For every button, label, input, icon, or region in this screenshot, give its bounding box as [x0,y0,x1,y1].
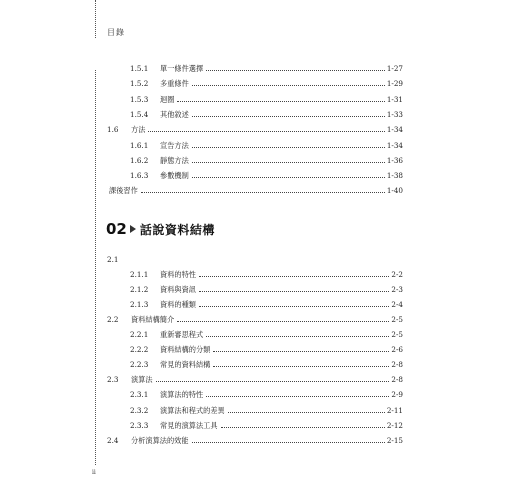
toc-entry-title: 資料的特性 [160,270,196,280]
toc-entry-number: 2.3.2 [130,405,149,415]
toc-entry-title: 課後習作 [109,186,138,196]
toc-entry [130,360,403,370]
toc-entry-title: 資料與資訊 [160,285,196,295]
toc-entry [130,345,403,355]
toc-entry-number: 1.5.3 [130,94,149,104]
toc-entry-number: 2.2.1 [130,330,149,340]
toc-entry-page: 2-3 [391,285,403,295]
toc-entry-page: 1-38 [386,171,403,181]
toc-entry-number: 1.6 [107,125,119,135]
toc-entry-page: 2-5 [391,315,403,325]
toc-leader-dots [206,396,389,397]
toc-entry-page: 2-4 [391,300,403,310]
triangle-icon [130,225,136,233]
toc-entry-title: 宣告方法 [160,140,189,150]
toc-leader-dots [192,116,385,117]
toc-entry-page: 1-36 [386,155,403,165]
toc-leader-dots [192,147,385,148]
toc-leader-dots [228,412,385,413]
toc-entry-page: 1-33 [386,109,403,119]
toc-entry-page: 2-9 [391,390,403,400]
toc-entry-title: 演算法和程式的差異 [160,405,225,415]
toc-entry [107,375,403,385]
toc-entry-title: 演算法 [131,375,153,385]
toc-entry-number: 1.5.4 [130,109,149,119]
toc-entry-title: 資料的種類 [160,300,196,310]
toc-entry [130,110,403,120]
toc-entry-number: 2.1.2 [130,285,149,295]
toc-entry-title: 重新審思程式 [160,330,204,340]
toc-entry-title: 迴圈 [160,94,175,104]
toc-leader-dots [206,336,389,337]
toc-entry-page: 2-15 [386,435,403,445]
toc-entry-page: 2-6 [391,345,403,355]
toc-entry-number: 1.5.1 [130,64,149,73]
toc-leader-dots [148,131,384,132]
toc-entry [130,64,403,74]
toc-entry [130,285,403,295]
toc-entry [107,186,403,196]
toc-entry [130,95,403,105]
toc-entry [130,406,403,416]
margin-dotted-line [95,70,96,465]
toc-entry-title: 常見的資料結構 [160,360,211,370]
toc-entry [130,421,403,431]
page-number: ii [92,469,96,476]
toc-entry [130,270,403,280]
toc-entry-title: 方法 [131,125,146,135]
toc-entry-title: 靜態方法 [160,155,189,165]
toc-leader-dots [206,70,385,71]
toc-entry-number: 2.4 [107,435,119,445]
toc-entry [130,79,403,89]
toc-entry-title: 分析演算法的效能 [131,435,189,445]
toc-entry [130,300,403,310]
toc-entry-page: 2-11 [386,405,403,415]
toc-entry-number: 2.3.1 [130,390,149,400]
toc-leader-dots [199,306,389,307]
toc-entry-title: 參數機制 [160,171,189,181]
toc-entry [130,171,403,181]
toc-entry-title: 資料結構的分類 [160,345,211,355]
toc-entry-number: 1.6.2 [130,155,149,165]
toc-entry [107,125,403,135]
toc-entry-number: 2.1 [107,255,119,264]
toc-entry-page: 2-2 [391,270,403,280]
toc-entry-number: 2.1.1 [130,270,149,280]
toc-entry [130,330,403,340]
toc-entry-number: 2.1.3 [130,300,149,310]
toc-entry-page: 1-34 [386,125,403,135]
chapter-heading [106,220,215,238]
toc-entry [130,141,403,151]
toc-leader-dots [221,427,385,428]
toc-leader-dots [199,291,389,292]
toc-leader-dots [156,381,390,382]
toc-leader-dots [199,276,389,277]
toc-entry-title: 多重條件 [160,79,189,89]
toc-entry-number: 1.6.3 [130,171,149,181]
toc-entry-number: 1.6.1 [130,140,149,150]
toc-entry-number: 2.2.3 [130,360,149,370]
toc-entry-title: 資料結構簡介 [131,315,175,325]
toc-entry-number: 2.3.3 [130,420,149,430]
toc-leader-dots [177,101,384,102]
toc-entry-number: 1.5.2 [130,79,149,89]
toc-entry-title: 其他敘述 [160,109,189,119]
chapter-title: 話說資料結構 [139,222,215,237]
toc-leader-dots [213,351,389,352]
toc-leader-dots [192,162,385,163]
toc-leader-dots [177,321,389,322]
toc-entry-number: 2.2 [107,315,119,325]
toc-entry-number: 2.3 [107,375,119,385]
toc-entry [107,315,403,325]
toc-entry-page: 2-8 [391,375,403,385]
toc-entry-page: 1-27 [386,64,403,73]
running-header: 目錄 [107,28,125,37]
toc-entry-page: 2-5 [391,330,403,340]
toc-entry-number: 2.2.2 [130,345,149,355]
toc-entry [107,436,403,446]
toc-entry [130,156,403,166]
toc-entry-page: 1-34 [386,140,403,150]
toc-leader-dots [192,85,385,86]
toc-entry-title: 常見的演算法工具 [160,420,218,430]
toc-entry-page: 2-8 [391,360,403,370]
toc-entry-title: 演算法的特性 [160,390,204,400]
chapter-number: 02 [106,220,127,238]
toc-entry [107,255,403,265]
toc-entry-page: 1-29 [386,79,403,89]
toc-entry-page: 2-12 [386,420,403,430]
toc-entry-title: 單一條件選擇 [160,64,204,73]
toc-entry-page: 1-31 [386,94,403,104]
toc-leader-dots [192,442,385,443]
toc-entry [130,390,403,400]
toc-entry-page: 1-40 [386,186,403,196]
toc-leader-dots [141,192,385,193]
toc-leader-dots [192,177,385,178]
toc-leader-dots [213,366,389,367]
margin-dotted-line-top [95,0,96,38]
